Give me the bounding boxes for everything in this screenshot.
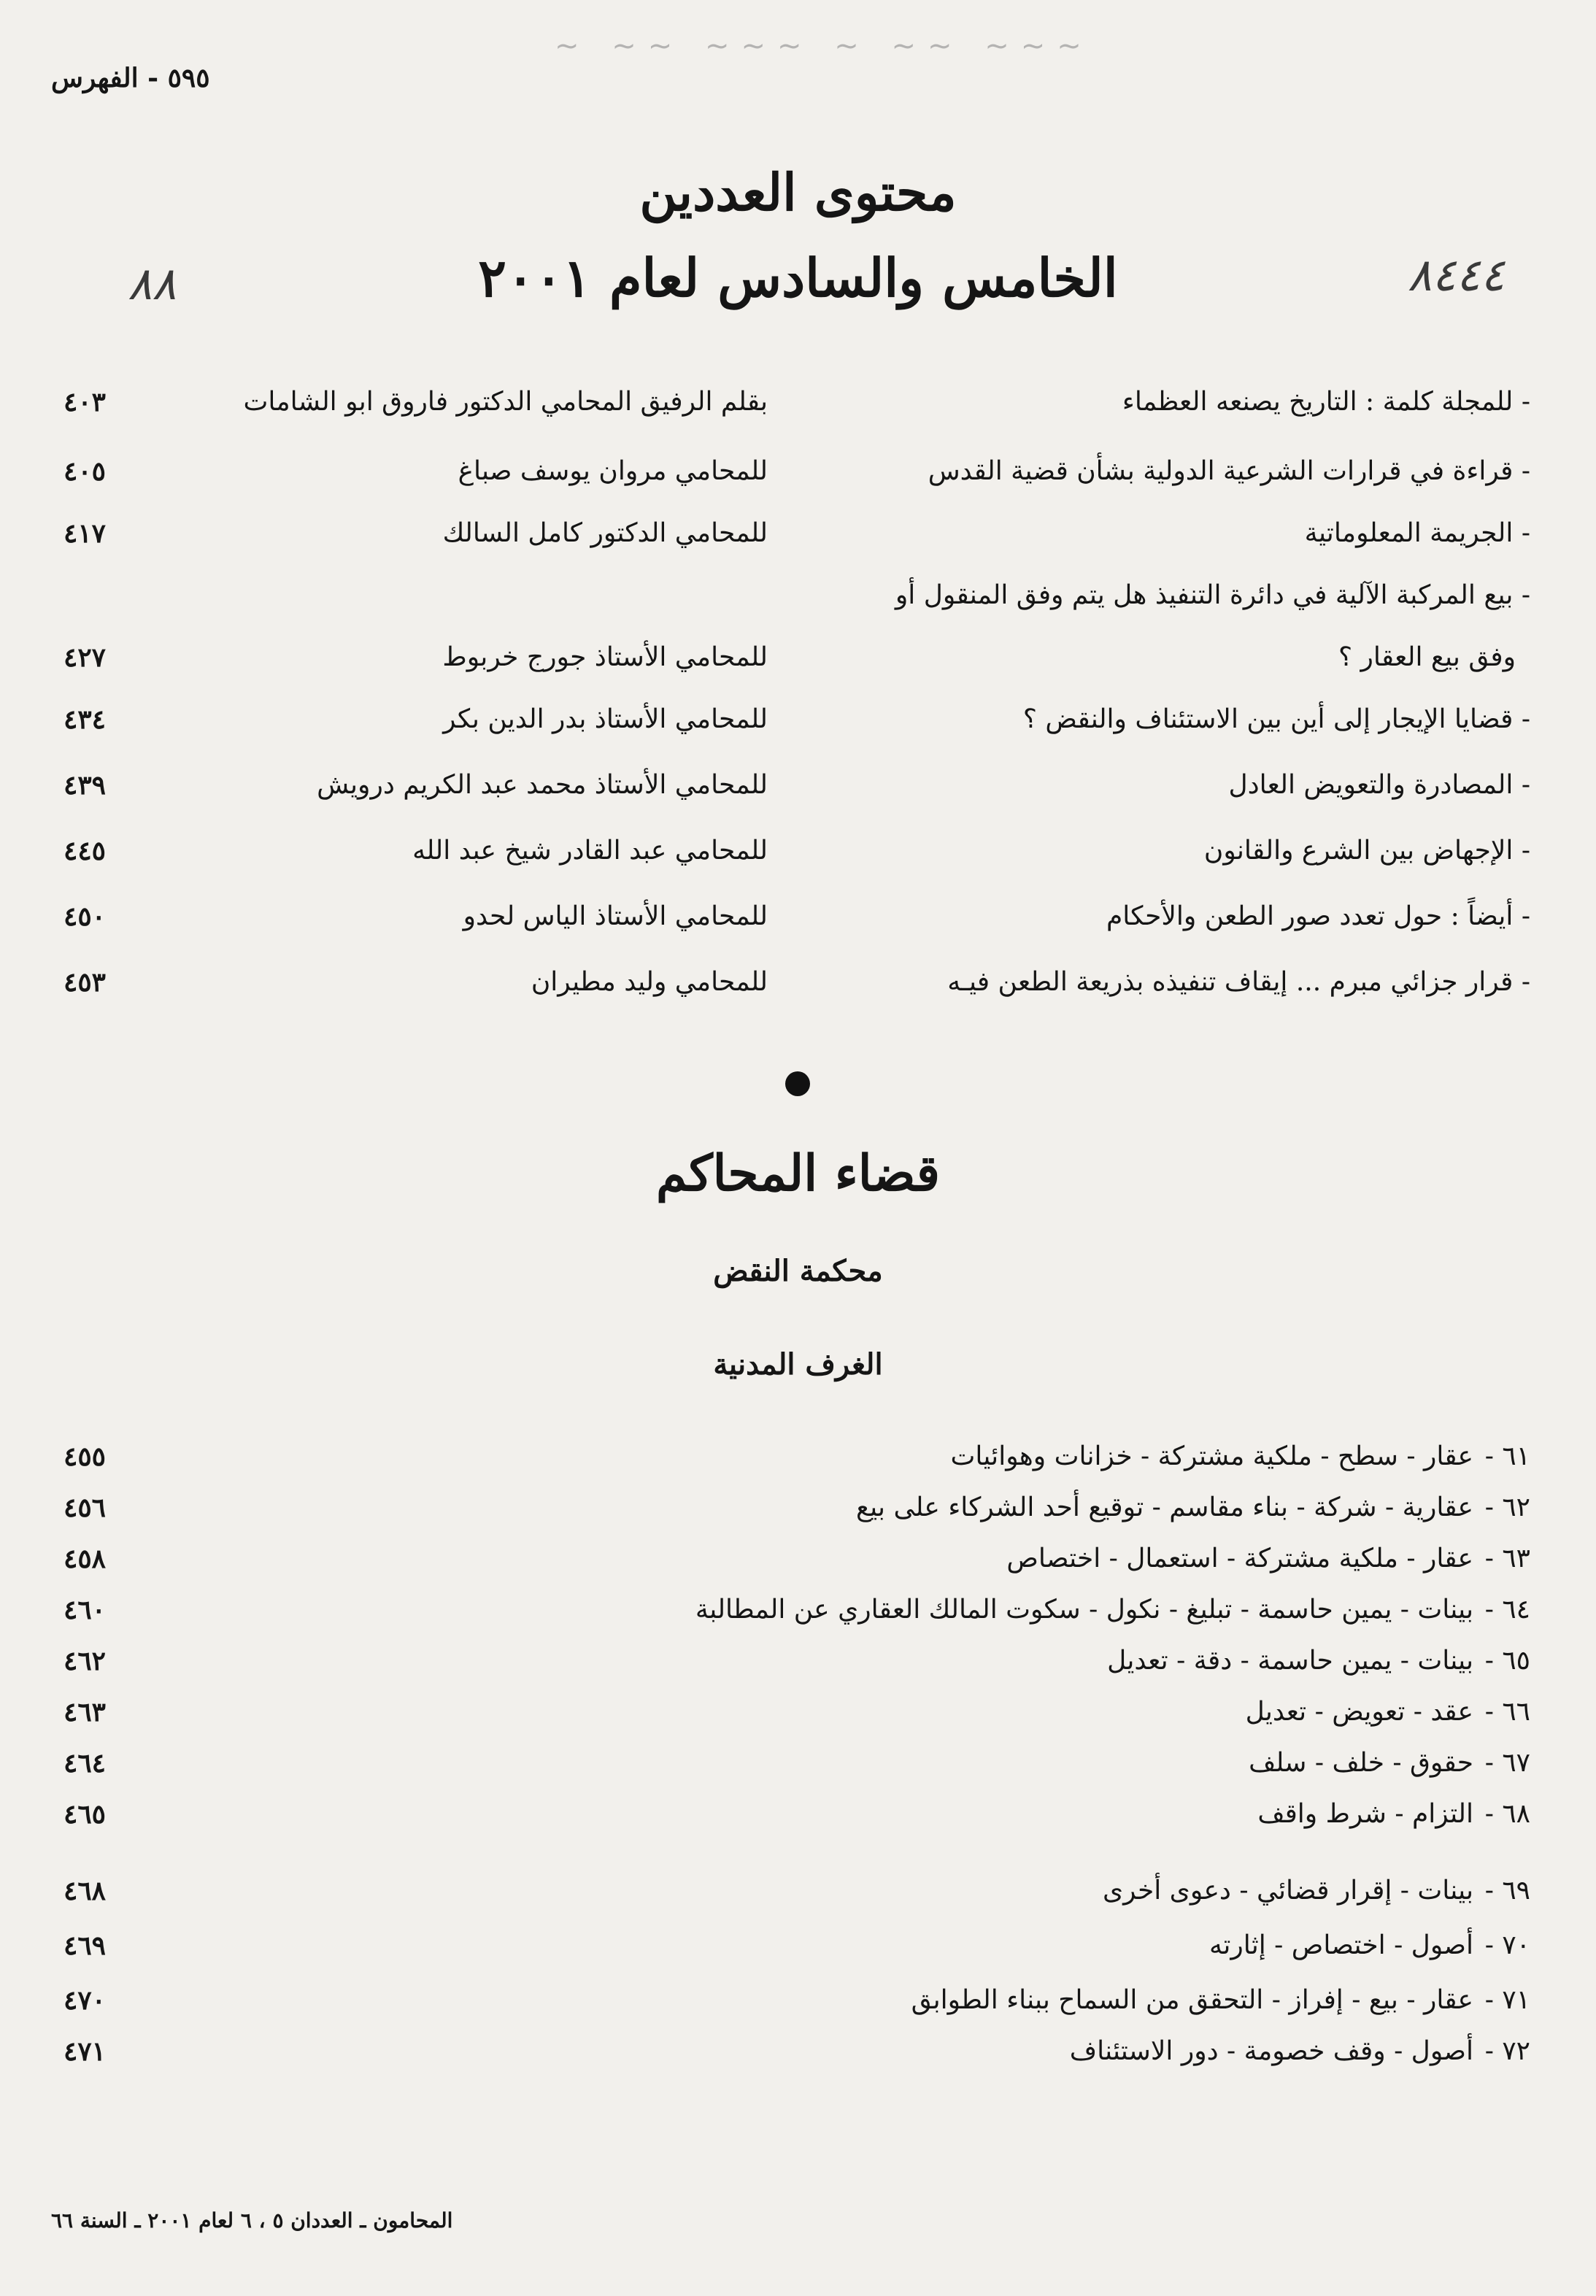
- toc-row: [63, 387, 1530, 434]
- toc-title: وفق بيع العقار ؟: [1338, 642, 1516, 672]
- toc-page: ٤٥٣: [63, 967, 107, 998]
- case-page: ٤٦٥: [63, 1799, 107, 1830]
- case-subject: بينات - يمين حاسمة - تبليغ - نكول - سكوت المالك العقاري عن المطالبة: [695, 1595, 1473, 1625]
- case-row: [63, 1492, 1530, 1536]
- toc-page: ٤١٧: [63, 518, 107, 549]
- case-row: [63, 1799, 1530, 1843]
- toc-title: - قراءة في قرارات الشرعية الدولية بشأن قضية القدس: [928, 456, 1530, 486]
- case-number: ٧٠ -: [1484, 1930, 1530, 1960]
- case-subject: عقار - ملكية مشتركة - استعمال - اختصاص: [1006, 1544, 1473, 1573]
- section-title: قضاء المحاكم: [655, 1144, 940, 1203]
- handwritten-note-right: ٨٤٤٤: [1407, 248, 1505, 301]
- toc-author: للمحامي الأستاذ محمد عبد الكريم درويش: [317, 770, 768, 800]
- case-page: ٤٥٨: [63, 1544, 107, 1574]
- case-page: ٤٥٥: [63, 1441, 107, 1472]
- toc-row: [63, 456, 1530, 503]
- toc-author: للمحامي الأستاذ جورج خربوط: [442, 642, 768, 672]
- case-number: ٦٨ -: [1484, 1799, 1530, 1829]
- case-row: [63, 1930, 1530, 1974]
- toc-author: للمحامي وليد مطيران: [531, 967, 768, 997]
- toc-author: للمحامي الأستاذ الياس لحدو: [463, 901, 768, 931]
- case-row: [63, 1595, 1530, 1638]
- toc-title: - أيضاً : حول تعدد صور الطعن والأحكام: [1106, 901, 1530, 931]
- toc-title: - الجريمة المعلوماتية: [1304, 518, 1530, 548]
- case-page: ٤٧١: [63, 2036, 107, 2067]
- toc-author: بقلم الرفيق المحامي الدكتور فاروق ابو الشامات: [243, 387, 768, 417]
- case-page: ٤٥٦: [63, 1492, 107, 1523]
- toc-title: - للمجلة كلمة : التاريخ يصنعه العظماء: [1122, 387, 1530, 417]
- case-subject: التزام - شرط واقف: [1257, 1799, 1473, 1829]
- case-number: ٦٩ -: [1484, 1876, 1530, 1906]
- toc-row: [63, 704, 1530, 751]
- toc-title: - قضايا الإيجار إلى أين بين الاستئناف والنقض ؟: [1022, 704, 1530, 734]
- toc-page: ٤٤٥: [63, 836, 107, 866]
- toc-row: [63, 967, 1530, 1014]
- case-page: ٤٧٠: [63, 1985, 107, 2016]
- running-header: ٥٩٥ - الفهرس: [51, 63, 210, 93]
- case-page: ٤٦٤: [63, 1748, 107, 1779]
- case-page: ٤٦٢: [63, 1646, 107, 1676]
- case-subject: أصول - وقف خصومة - دور الاستئناف: [1069, 2036, 1473, 2066]
- toc-page: ٤٢٧: [63, 642, 107, 673]
- case-page: ٤٦٩: [63, 1930, 107, 1961]
- toc-page: ٤٥٠: [63, 901, 107, 932]
- case-number: ٦٧ -: [1484, 1748, 1530, 1778]
- toc-author: للمحامي عبد القادر شيخ عبد الله: [412, 836, 768, 866]
- toc-row: [63, 580, 1530, 627]
- case-row: [63, 1697, 1530, 1741]
- case-number: ٦٥ -: [1484, 1646, 1530, 1676]
- page-title: محتوى العددين: [639, 162, 957, 223]
- case-number: ٧٢ -: [1484, 2036, 1530, 2066]
- case-number: ٦٦ -: [1484, 1697, 1530, 1727]
- case-number: ٦٢ -: [1484, 1492, 1530, 1522]
- case-subject: عقار - سطح - ملكية مشتركة - خزانات وهوائيات: [950, 1441, 1473, 1471]
- case-subject: بينات - يمين حاسمة - دقة - تعديل: [1107, 1646, 1473, 1676]
- toc-page: ٤٣٩: [63, 770, 107, 801]
- toc-author: للمحامي الدكتور كامل السالك: [442, 518, 768, 548]
- page-subtitle: الخامس والسادس لعام ٢٠٠١: [478, 247, 1118, 309]
- case-page: ٤٦٠: [63, 1595, 107, 1625]
- case-page: ٤٦٣: [63, 1697, 107, 1727]
- handwritten-note-left: ٨٨: [128, 257, 177, 310]
- case-row: [63, 1748, 1530, 1792]
- toc-row: [63, 836, 1530, 882]
- case-row: [63, 1876, 1530, 1919]
- toc-title: - بيع المركبة الآلية في دائرة التنفيذ هل يتم وفق المنقول أو: [895, 580, 1530, 610]
- case-page: ٤٦٨: [63, 1876, 107, 1906]
- toc-title: - المصادرة والتعويض العادل: [1228, 770, 1530, 800]
- section-bullet: [785, 1071, 810, 1096]
- toc-page: ٤٣٤: [63, 704, 107, 735]
- toc-author: للمحامي مروان يوسف صباغ: [458, 456, 768, 486]
- faint-handwriting: ~ ~~ ~~~ ~ ~~ ~~~: [555, 29, 1093, 63]
- case-number: ٧١ -: [1484, 1985, 1530, 2015]
- toc-title: - الإجهاض بين الشرع والقانون: [1203, 836, 1530, 866]
- case-subject: عقار - بيع - إفراز - التحقق من السماح ببناء الطوابق: [911, 1985, 1473, 2015]
- case-row: [63, 1646, 1530, 1690]
- case-subject: أصول - اختصاص - إثارته: [1209, 1930, 1473, 1960]
- toc-row: [63, 642, 1530, 689]
- case-subject: حقوق - خلف - سلف: [1249, 1748, 1473, 1778]
- case-row: [63, 2036, 1530, 2080]
- case-number: ٦١ -: [1484, 1441, 1530, 1471]
- toc-row: [63, 901, 1530, 948]
- case-subject: عقارية - شركة - بناء مقاسم - توقيع أحد الشركاء على بيع: [856, 1492, 1473, 1522]
- case-number: ٦٣ -: [1484, 1544, 1530, 1573]
- toc-row: [63, 518, 1530, 565]
- chamber-heading: الغرف المدنية: [713, 1347, 883, 1382]
- case-row: [63, 1441, 1530, 1485]
- case-subject: عقد - تعويض - تعديل: [1245, 1697, 1473, 1727]
- toc-page: ٤٠٥: [63, 456, 107, 487]
- toc-page: ٤٠٣: [63, 387, 107, 417]
- toc-author: للمحامي الأستاذ بدر الدين بكر: [443, 704, 768, 734]
- case-row: [63, 1985, 1530, 2029]
- court-heading: محكمة النقض: [713, 1254, 883, 1288]
- case-row: [63, 1544, 1530, 1587]
- case-subject: بينات - إقرار قضائي - دعوى أخرى: [1102, 1876, 1473, 1906]
- page-footer: المحامون ـ العددان ٥ ، ٦ لعام ٢٠٠١ ـ السنة ٦٦: [51, 2208, 453, 2233]
- toc-row: [63, 770, 1530, 817]
- toc-title: - قرار جزائي مبرم ... إيقاف تنفيذه بذريعة الطعن فيـه: [947, 967, 1530, 997]
- case-number: ٦٤ -: [1484, 1595, 1530, 1625]
